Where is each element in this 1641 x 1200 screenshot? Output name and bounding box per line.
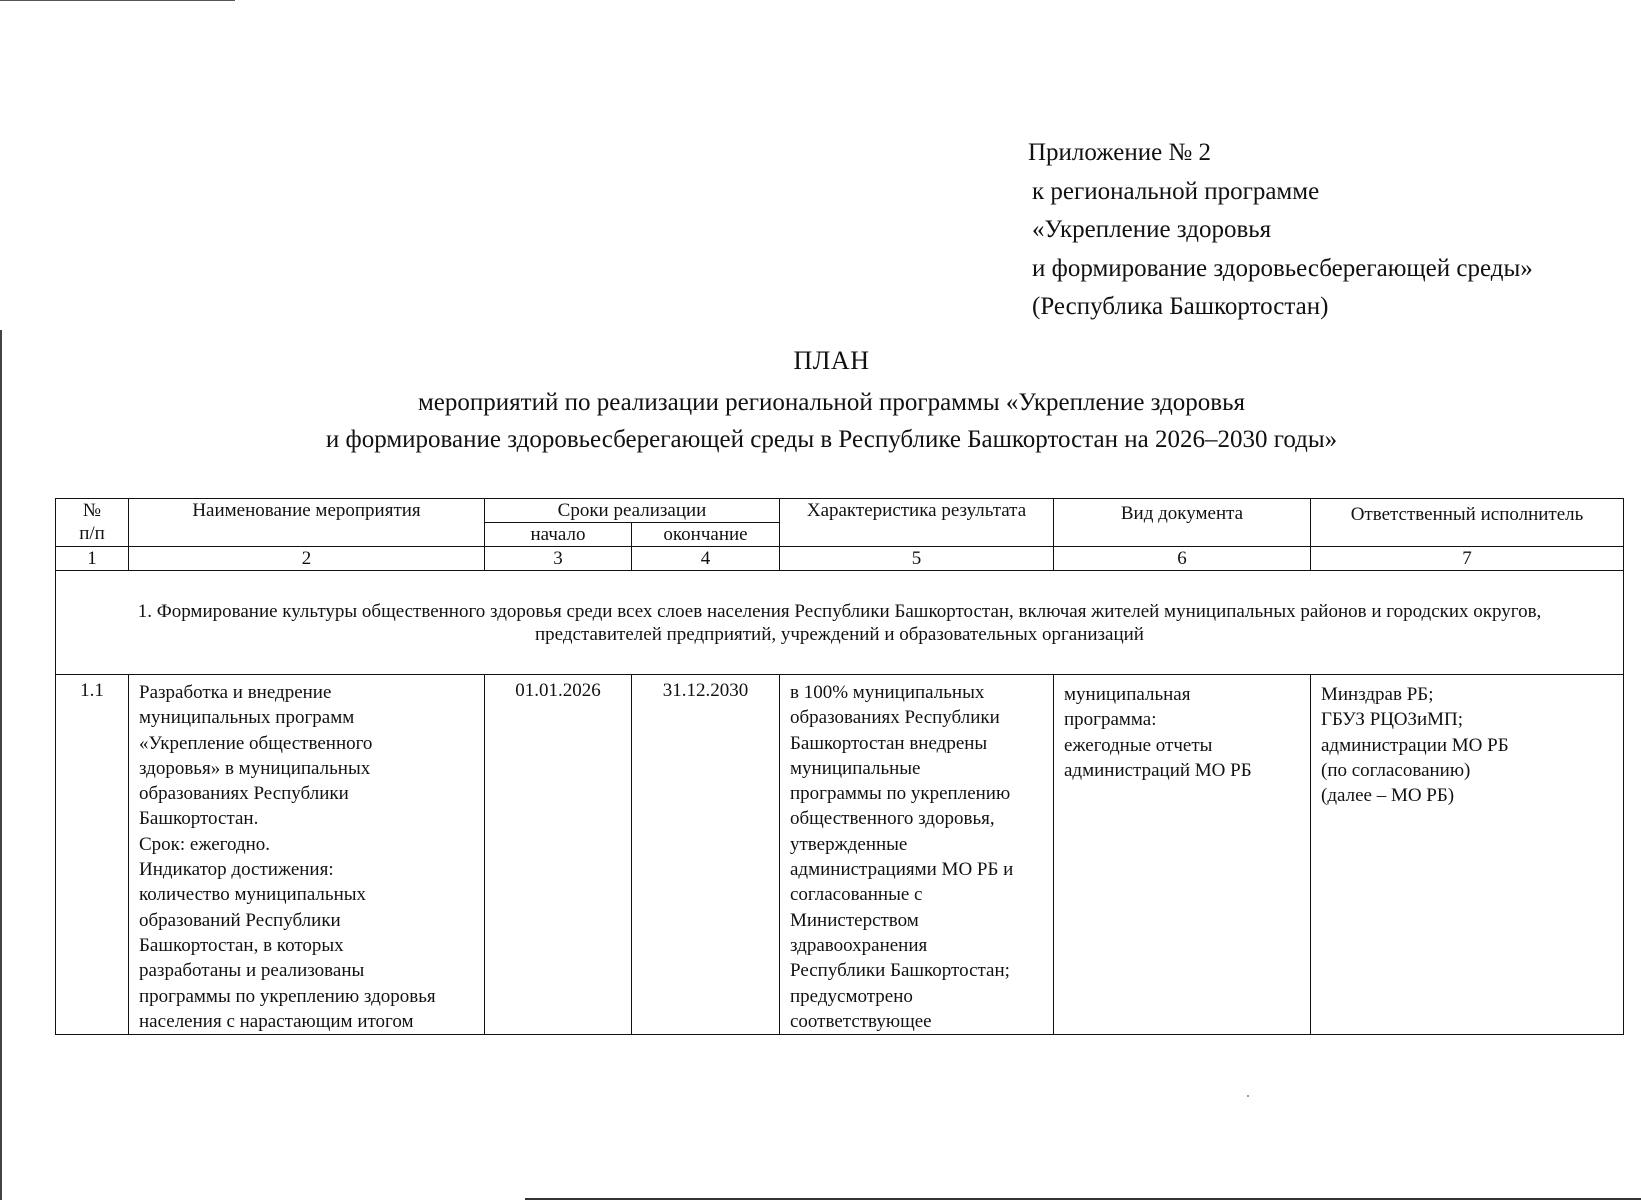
column-number: 2 <box>129 547 485 571</box>
section-row <box>56 571 1624 675</box>
scan-edge-left <box>0 330 2 1200</box>
row-num: 1.1 <box>56 675 129 1035</box>
table-row <box>56 675 1624 1035</box>
column-number-row <box>56 547 1624 571</box>
annex-line: «Укрепление здоровья <box>1032 216 1272 243</box>
header-name: Наименование мероприятия <box>129 499 485 547</box>
scan-edge-top <box>0 0 235 1</box>
plan-title: ПЛАН <box>793 346 870 375</box>
header-responsible: Ответственный исполнитель <box>1311 499 1624 547</box>
row-end-date: 31.12.2030 <box>632 675 780 1035</box>
column-number: 7 <box>1311 547 1624 571</box>
row-name: Разработка и внедрение муниципальных программ «Укрепление общественного здоровья» в муниципальных образованиях Республики Башкортостан. Срок: ежегодно. Индикатор достижения: количество муниципальных образований Республики Башкортостан, в которых разработаны и реализованы программы по укреплению здоровья населения с нарастающим итогом <box>129 675 485 1035</box>
plan-subtitle-line: и формирование здоровьесберегающей среды в Республике Башкортостан на 2026–2030 годы» <box>325 426 1338 453</box>
plan-subtitle-line: мероприятий по реализации региональной программы «Укрепление здоровья <box>417 389 1246 416</box>
header-result: Характеристика результата <box>780 499 1054 547</box>
header-doc-type: Вид документа <box>1054 499 1311 547</box>
annex-line: (Республика Башкортостан) <box>1032 293 1329 320</box>
row-responsible: Минздрав РБ; ГБУЗ РЦОЗиМП; администрации МО РБ (по согласованию) (далее – МО РБ) <box>1311 675 1624 1035</box>
column-number: 3 <box>485 547 632 571</box>
row-result: в 100% муниципальных образованиях Республики Башкортостан внедрены муниципальные программы по укреплению общественного здоровья, утвержденные администрациями МО РБ и согласованные с Министерством здравоохранения Республики Башкортостан; предусмотрено соответствующее <box>780 675 1054 1035</box>
column-number: 6 <box>1054 547 1311 571</box>
plan-table <box>55 498 1624 1035</box>
row-start-date: 01.01.2026 <box>485 675 632 1035</box>
header-start: начало <box>485 523 632 547</box>
plan-subtitle <box>0 384 1641 458</box>
column-number: 5 <box>780 547 1054 571</box>
annex-line: к региональной программе <box>1032 177 1320 205</box>
annex-block <box>1028 134 1533 327</box>
row-doc-type: муниципальная программа: ежегодные отчеты администраций МО РБ <box>1054 675 1311 1035</box>
column-number: 1 <box>56 547 129 571</box>
section-heading: 1. Формирование культуры общественного здоровья среди всех слоев населения Республики Башкортостан, включая жителей муниципальных районов и городских округов, представителей предприятий, учреждений и образовательных организаций <box>56 571 1624 675</box>
scan-speck <box>1247 1095 1249 1097</box>
header-row <box>56 499 1624 523</box>
header-end: окончание <box>632 523 780 547</box>
annex-line: Приложение № 2 <box>1028 139 1212 166</box>
header-num: № п/п <box>56 499 129 547</box>
annex-line: и формирование здоровьесберегающей среды» <box>1032 254 1533 282</box>
column-number: 4 <box>632 547 780 571</box>
header-terms: Сроки реализации <box>485 499 780 523</box>
